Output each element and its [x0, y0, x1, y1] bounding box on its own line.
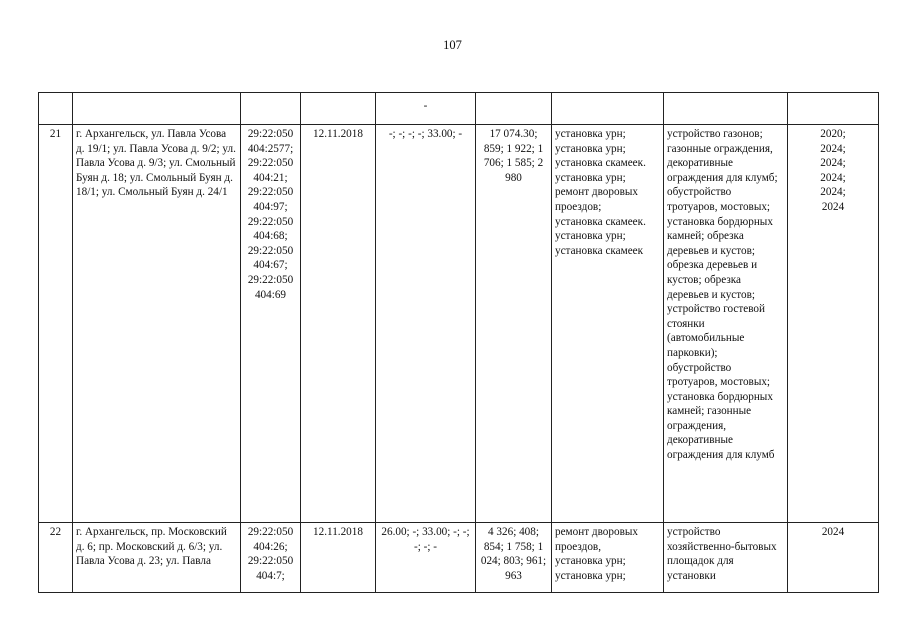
cell-extra-works: устройство хозяйственно-бытовых площадок для установки [664, 523, 788, 593]
cell-address: г. Архангельск, пр. Московский д. 6; пр. Московский д. 6/3; ул. Павла Усова д. 23; ул. Павла [73, 523, 241, 593]
cell-area: 26.00; -; 33.00; -; -; -; -; - [376, 523, 476, 593]
table-row [39, 93, 879, 125]
cell-cost: 17 074.30; 859; 1 922; 1 706; 1 585; 2 980 [476, 125, 552, 523]
table-row [39, 125, 879, 523]
cell-years: 2024 [788, 523, 879, 593]
cell-number: 21 [39, 125, 73, 523]
cell-cadastral: 29:22:050 404:2577; 29:22:050 404:21; 29:22:050 404:97; 29:22:050 404:68; 29:22:050 404:67; 29:22:050 404:69 [241, 125, 301, 523]
cell-works [552, 93, 664, 125]
cell-works: ремонт дворовых проездов, установка урн; установка урн; [552, 523, 664, 593]
cell-cadastral [241, 93, 301, 125]
cell-area: -; -; -; -; 33.00; - [376, 125, 476, 523]
cell-area: - [376, 93, 476, 125]
table-row [39, 523, 879, 593]
cell-extra-works [664, 93, 788, 125]
cell-address [73, 93, 241, 125]
cell-date: 12.11.2018 [301, 125, 376, 523]
page-number: 107 [443, 38, 462, 52]
cell-cadastral: 29:22:050 404:26; 29:22:050 404:7; [241, 523, 301, 593]
cell-works: установка урн; установка урн; установка скамеек. установка урн; ремонт дворовых проездов; установка скамеек. установка урн; установка скамеек [552, 125, 664, 523]
cell-date [301, 93, 376, 125]
cell-years: 2020; 2024; 2024; 2024; 2024; 2024 [788, 125, 879, 523]
cell-cost [476, 93, 552, 125]
cell-years [788, 93, 879, 125]
cell-number: 22 [39, 523, 73, 593]
register-table [38, 92, 879, 593]
cell-number [39, 93, 73, 125]
cell-address: г. Архангельск, ул. Павла Усова д. 19/1; ул. Павла Усова д. 9/2; ул. Павла Усова д. 9/3; ул. Смольный Буян д. 18; ул. Смольный Буян д. 18/1; ул. Смольный Буян д. 24/1 [73, 125, 241, 523]
cell-cost: 4 326; 408; 854; 1 758; 1 024; 803; 961; 963 [476, 523, 552, 593]
cell-date: 12.11.2018 [301, 523, 376, 593]
cell-extra-works: устройство газонов; газонные ограждения, декоративные ограждения для клумб; обустройство тротуаров, мостовых; установка бордюрных камней; обрезка деревьев и кустов; обрезка деревьев и кустов; обрезка деревьев и кустов; устройство гостевой стоянки (автомобильные парковки); обустройство тротуаров, мостовых; установка бордюрных камней; газонные ограждения, декоративные ограждения для клумб [664, 125, 788, 523]
